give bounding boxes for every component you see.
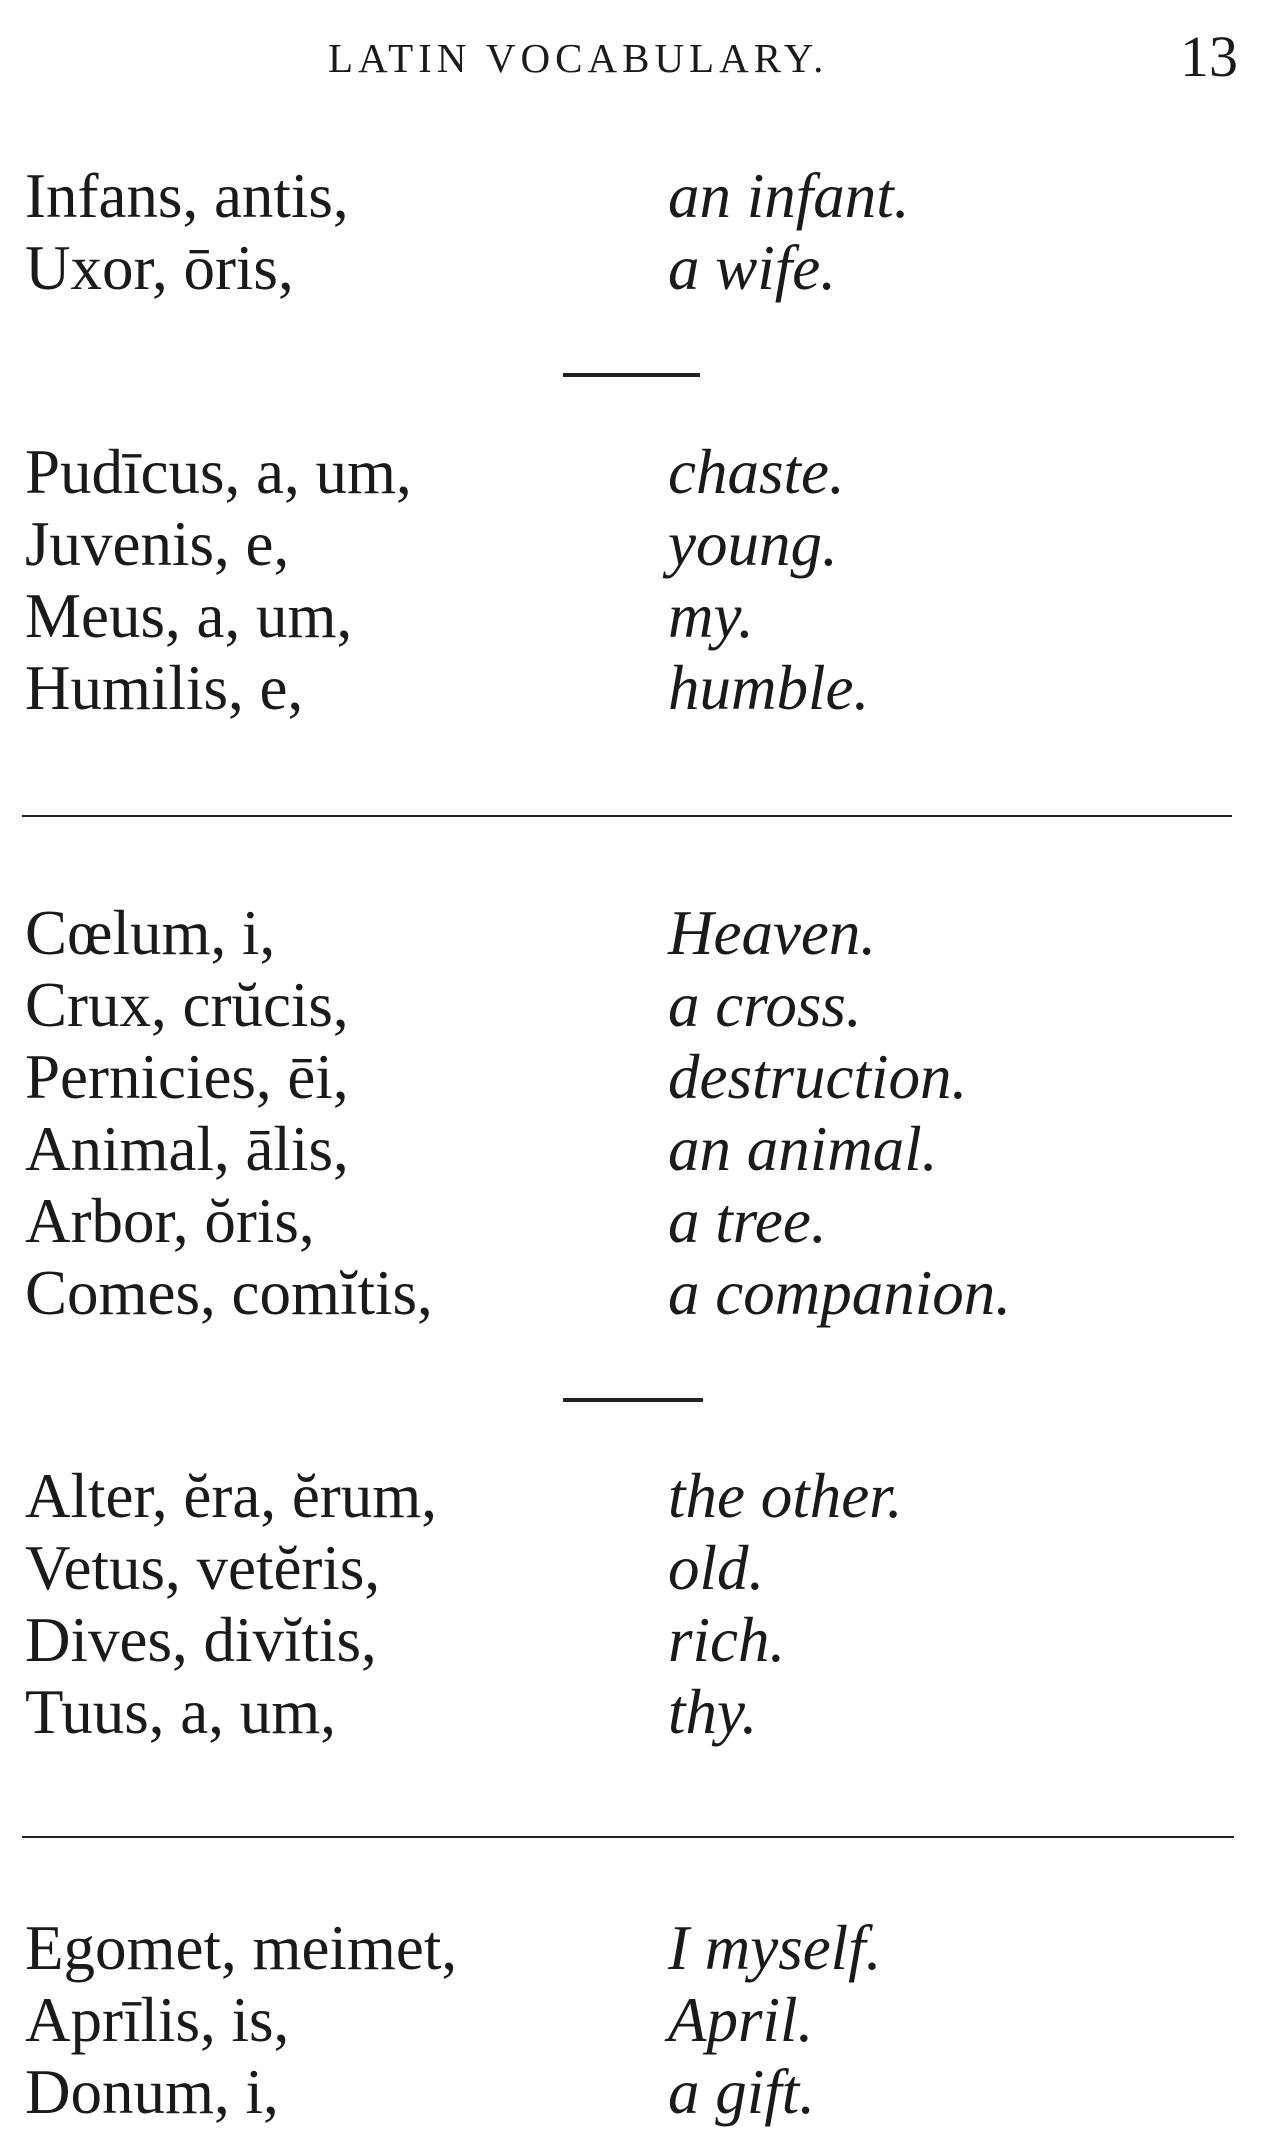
english-meaning: chaste. xyxy=(668,437,845,507)
english-meaning: a wife. xyxy=(668,233,836,303)
latin-word: Pernicies, ēi, xyxy=(25,1042,349,1112)
latin-word: Alter, ĕra, ĕrum, xyxy=(25,1461,438,1531)
short-divider xyxy=(563,373,700,377)
vocabulary-entry xyxy=(0,232,1286,304)
vocabulary-entry xyxy=(0,1185,1286,1257)
running-title: LATIN VOCABULARY. xyxy=(328,35,829,81)
english-meaning: an animal. xyxy=(668,1114,938,1184)
english-meaning: April. xyxy=(668,1985,814,2055)
page-number: 13 xyxy=(1180,24,1238,89)
latin-word: Vetus, vetĕris, xyxy=(25,1533,381,1603)
vocabulary-entry xyxy=(0,1532,1286,1604)
english-meaning: the other. xyxy=(668,1461,903,1531)
vocabulary-entry xyxy=(0,1984,1286,2056)
english-meaning: a gift. xyxy=(668,2057,816,2127)
latin-word: Donum, i, xyxy=(25,2057,279,2127)
vocabulary-entry xyxy=(0,969,1286,1041)
english-meaning: rich. xyxy=(668,1605,786,1675)
latin-word: Arbor, ŏris, xyxy=(25,1186,315,1256)
long-divider xyxy=(22,1836,1234,1838)
english-meaning: Heaven. xyxy=(668,898,877,968)
latin-word: Meus, a, um, xyxy=(25,581,353,651)
english-meaning: young. xyxy=(668,509,838,579)
vocabulary-entry xyxy=(0,1912,1286,1984)
latin-word: Crux, crŭcis, xyxy=(25,970,349,1040)
english-meaning: my. xyxy=(668,581,754,651)
latin-word: Cœlum, i, xyxy=(25,898,276,968)
latin-word: Infans, antis, xyxy=(25,161,349,231)
latin-word: Uxor, ōris, xyxy=(25,233,294,303)
long-divider xyxy=(22,815,1232,817)
english-meaning: destruction. xyxy=(668,1042,968,1112)
vocabulary-entry xyxy=(0,580,1286,652)
english-meaning: old. xyxy=(668,1533,765,1603)
vocabulary-entry xyxy=(0,1113,1286,1185)
vocabulary-entry xyxy=(0,1460,1286,1532)
english-meaning: thy. xyxy=(668,1677,758,1747)
english-meaning: humble. xyxy=(668,653,870,723)
latin-word: Dives, divĭtis, xyxy=(25,1605,377,1675)
short-divider xyxy=(563,1398,703,1402)
latin-word: Egomet, meimet, xyxy=(25,1913,458,1983)
vocabulary-entry xyxy=(0,1257,1286,1329)
latin-word: Comes, comĭtis, xyxy=(25,1258,433,1328)
english-meaning: a tree. xyxy=(668,1186,827,1256)
english-meaning: a companion. xyxy=(668,1258,1011,1328)
english-meaning: I myself. xyxy=(668,1913,882,1983)
latin-word: Juvenis, e, xyxy=(25,509,290,579)
latin-word: Humilis, e, xyxy=(25,653,304,723)
vocabulary-entry xyxy=(0,436,1286,508)
vocabulary-entry xyxy=(0,1604,1286,1676)
vocabulary-entry xyxy=(0,2056,1286,2128)
vocabulary-entry xyxy=(0,652,1286,724)
latin-word: Pudīcus, a, um, xyxy=(25,437,412,507)
vocabulary-entry xyxy=(0,1676,1286,1748)
latin-word: Animal, ālis, xyxy=(25,1114,349,1184)
vocabulary-entry xyxy=(0,160,1286,232)
english-meaning: a cross. xyxy=(668,970,862,1040)
latin-word: Tuus, a, um, xyxy=(25,1677,337,1747)
english-meaning: an infant. xyxy=(668,161,910,231)
vocabulary-entry xyxy=(0,1041,1286,1113)
vocabulary-entry xyxy=(0,508,1286,580)
vocabulary-entry xyxy=(0,897,1286,969)
latin-word: Aprīlis, is, xyxy=(25,1985,290,2055)
